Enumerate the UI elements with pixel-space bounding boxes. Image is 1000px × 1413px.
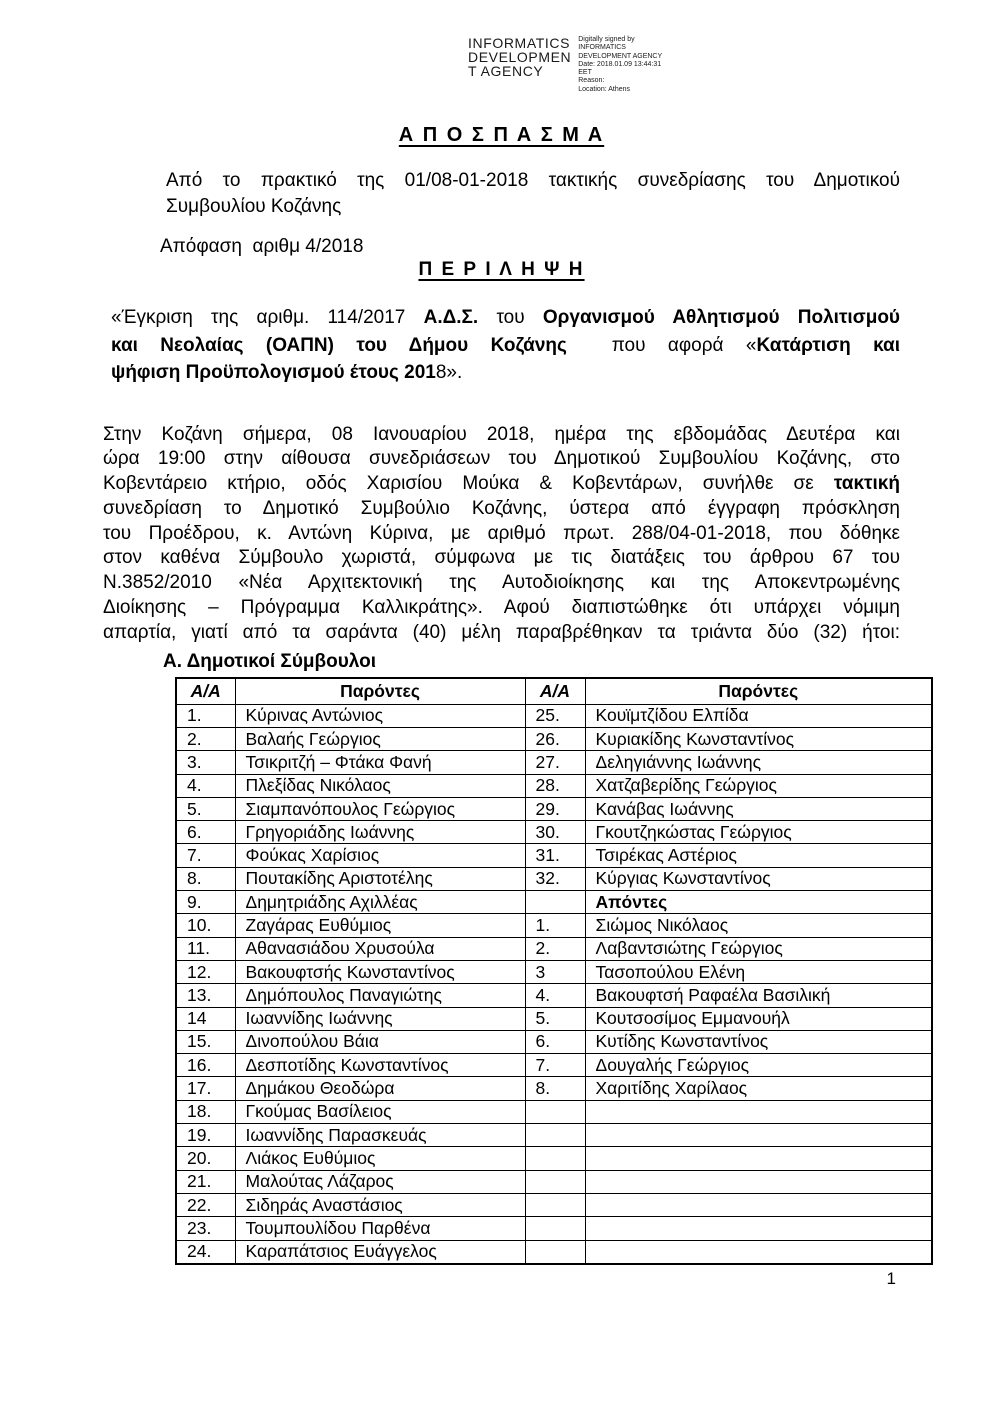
member-name-cell: Τσιρέκας Αστέριος (585, 844, 932, 867)
text-line: EET (578, 69, 592, 77)
member-name-cell: Ζαγάρας Ευθύμιος (235, 914, 525, 937)
section-heading: Α. Δημοτικοί Σύμβουλοι (163, 650, 376, 672)
member-name-cell: Δημάκου Θεοδώρα (235, 1077, 525, 1100)
text-line: DEVELOPMENT AGENCY (578, 52, 663, 60)
text-segment: 8». (435, 362, 463, 383)
member-number-cell: 13. (176, 984, 235, 1007)
member-name-cell: Βακουφτσή Ραφαέλα Βασιλική (585, 984, 932, 1007)
member-number-cell: 29. (525, 797, 585, 820)
text-segment: συνεδρίαση το Δημοτικό Συμβούλιο Κοζάνης, ύστερα από έγγραφη πρόσκληση (103, 497, 900, 519)
text-segment: Συμβουλίου Κοζάνης (166, 196, 342, 217)
table-header-cell: Α/Α (176, 678, 235, 705)
member-name-cell: Δεσποτίδης Κωνσταντίνος (235, 1054, 525, 1077)
member-name-cell: Κύρινας Αντώνιος (235, 704, 525, 727)
member-name-cell: Λιάκος Ευθύμιος (235, 1147, 525, 1170)
member-name-cell: Σιδηράς Αναστάσιος (235, 1193, 525, 1216)
text-line (103, 621, 900, 646)
table-row (176, 1170, 932, 1193)
member-number-cell: 2. (176, 727, 235, 750)
member-number-cell: 9. (176, 891, 235, 914)
member-name-cell: Δεληγιάννης Ιωάννης (585, 751, 932, 774)
member-number-cell: 28. (525, 774, 585, 797)
text-line (103, 596, 900, 621)
member-name-cell (585, 1193, 932, 1216)
text-line: INFORMATICS (578, 44, 626, 52)
member-name-cell: Γκούμας Βασίλειος (235, 1100, 525, 1123)
member-name-cell: Πλεξίδας Νικόλαος (235, 774, 525, 797)
table-row (176, 1124, 932, 1147)
member-name-cell: Ιωαννίδης Ιωάννης (235, 1007, 525, 1030)
signature-agency-name (468, 36, 571, 94)
member-number-cell: 8. (176, 867, 235, 890)
member-number-cell: 30. (525, 821, 585, 844)
member-number-cell: 25. (525, 704, 585, 727)
member-number-cell: 12. (176, 960, 235, 983)
member-number-cell: 4. (525, 984, 585, 1007)
table-row (176, 1054, 932, 1077)
member-name-cell (585, 1147, 932, 1170)
member-name-cell: Κουϊμτζίδου Ελπίδα (585, 704, 932, 727)
text-segment: Κατάρτιση και (756, 334, 900, 356)
member-name-cell: Κυτίδης Κωνσταντίνος (585, 1030, 932, 1053)
table-row (176, 1217, 932, 1240)
document-title: Α Π Ο Σ Π Α Σ Μ Α (398, 124, 605, 146)
table-header-cell: Παρόντες (585, 678, 932, 705)
summary-heading: Π Ε Ρ Ι Λ Η Ψ Η (418, 259, 585, 280)
table-row (176, 1007, 932, 1030)
member-number-cell: 3 (525, 960, 585, 983)
text-segment: Κοβεντάρειο κτήριο, οδός Χαρισίου Μούκα & Κοβεντάρων, συνήλθε σε (103, 473, 834, 495)
table-row (176, 821, 932, 844)
member-number-cell: 5. (525, 1007, 585, 1030)
member-number-cell: 24. (176, 1240, 235, 1264)
text-line: Location: Athens (578, 85, 631, 93)
text-segment: του (478, 307, 543, 328)
member-name-cell: Κύργιας Κωνσταντίνος (585, 867, 932, 890)
member-number-cell (525, 1193, 585, 1216)
member-name-cell: Βακουφτσής Κωνσταντίνος (235, 960, 525, 983)
text-segment: στον καθένα Σύμβουλο χωριστά, σύμφωνα με τις διατάξεις του άρθρου 67 του (103, 547, 900, 569)
member-name-cell (585, 1170, 932, 1193)
member-name-cell: Φούκας Χαρίσιος (235, 844, 525, 867)
member-number-cell: 1. (525, 914, 585, 937)
member-number-cell (525, 1124, 585, 1147)
text-line (111, 359, 900, 387)
text-segment: του Προέδρου, κ. Αντώνη Κύρινα, με αριθμό πρωτ. 288/04-01-2018, που δόθηκε (103, 522, 900, 544)
member-name-cell: Σιαμπανόπουλος Γεώργιος (235, 797, 525, 820)
member-number-cell: 6. (176, 821, 235, 844)
table-row (176, 1030, 932, 1053)
text-segment: «Έγκριση της αριθμ. 114/2017 (111, 307, 424, 328)
text-line (103, 472, 900, 497)
text-line (111, 304, 900, 332)
table-body (176, 704, 932, 1264)
member-number-cell: 17. (176, 1077, 235, 1100)
member-name-cell: Κανάβας Ιωάννης (585, 797, 932, 820)
member-name-cell: Τασοπούλου Ελένη (585, 960, 932, 983)
member-number-cell: 1. (176, 704, 235, 727)
table-row (176, 960, 932, 983)
table-row (176, 1147, 932, 1170)
council-members-table (175, 677, 933, 1265)
text-segment: απαρτία, γιατί από τα σαράντα (40) μέλη παραβρέθηκαν τα τριάντα δύο (32) ήτοι: (103, 621, 900, 643)
text-line (103, 546, 900, 571)
table-row (176, 937, 932, 960)
table-header-cell: Παρόντες (235, 678, 525, 705)
text-line (111, 332, 900, 360)
member-name-cell: Κυριακίδης Κωνσταντίνος (585, 727, 932, 750)
text-segment: Στην Κοζάνη σήμερα, 08 Ιανουαρίου 2018, ημέρα της εβδομάδας Δευτέρα και (103, 423, 900, 445)
member-name-cell: Βαλαής Γεώργιος (235, 727, 525, 750)
text-segment: τακτική (833, 473, 900, 495)
member-number-cell: 7. (525, 1054, 585, 1077)
text-line (166, 168, 900, 194)
table-row (176, 727, 932, 750)
member-name-cell: Μαλούτας Λάζαρος (235, 1170, 525, 1193)
member-number-cell (525, 1147, 585, 1170)
table-row (176, 1100, 932, 1123)
digital-signature-stamp (468, 36, 662, 94)
member-number-cell (525, 1240, 585, 1264)
text-line: INFORMATICS (468, 35, 571, 51)
member-number-cell (525, 891, 585, 914)
table-row (176, 867, 932, 890)
member-name-cell: Πουτακίδης Αριστοτέλης (235, 867, 525, 890)
text-line (103, 497, 900, 522)
text-line: Reason: (578, 77, 605, 85)
text-segment: ψήφιση Προϋπολογισμού έτους 201 (111, 362, 436, 383)
signature-details (578, 36, 662, 94)
table-header-cell: Α/Α (525, 678, 585, 705)
member-number-cell (525, 1217, 585, 1240)
member-name-cell: Δημητριάδης Αχιλλέας (235, 891, 525, 914)
table-row (176, 704, 932, 727)
member-number-cell: 2. (525, 937, 585, 960)
member-number-cell (525, 1170, 585, 1193)
member-number-cell: 26. (525, 727, 585, 750)
member-name-cell: Γκουτζηκώστας Γεώργιος (585, 821, 932, 844)
member-name-cell: Δουγαλής Γεώργιος (585, 1054, 932, 1077)
table-header-row (176, 678, 932, 705)
table-row (176, 1193, 932, 1216)
member-name-cell: Δινοπούλου Βάια (235, 1030, 525, 1053)
table-head (176, 678, 932, 705)
member-number-cell: 5. (176, 797, 235, 820)
member-number-cell: 18. (176, 1100, 235, 1123)
table-row (176, 914, 932, 937)
member-name-cell (585, 1240, 932, 1264)
member-name-cell: Καραπάτσιος Ευάγγελος (235, 1240, 525, 1264)
text-segment: Διοίκησης – Πρόγραμμα Καλλικράτης». Αφού διαπιστώθηκε ότι υπάρχει νόμιμη (103, 597, 900, 619)
member-name-cell: Τσικριτζή – Φτάκα Φανή (235, 751, 525, 774)
text-segment: Α.Δ.Σ. (423, 307, 479, 328)
text-line (103, 571, 900, 596)
member-name-cell: Ιωαννίδης Παρασκευάς (235, 1124, 525, 1147)
member-number-cell: 7. (176, 844, 235, 867)
member-name-cell: Απόντες (585, 891, 932, 914)
text-line (166, 194, 900, 220)
text-line: T AGENCY (468, 63, 544, 79)
text-line: Date: 2018.01.09 13:44:31 (578, 60, 662, 68)
member-number-cell: 19. (176, 1124, 235, 1147)
table-row (176, 1077, 932, 1100)
text-line (103, 522, 900, 547)
summary-paragraph (111, 304, 900, 387)
text-segment: που αφορά « (566, 334, 757, 356)
member-number-cell: 14 (176, 1007, 235, 1030)
table-row (176, 844, 932, 867)
member-number-cell: 23. (176, 1217, 235, 1240)
text-segment: και Νεολαίας (ΟΑΠΝ) του Δήμου Κοζάνης (111, 334, 567, 356)
member-name-cell: Δημόπουλος Παναγιώτης (235, 984, 525, 1007)
table-row (176, 1240, 932, 1264)
text-segment: Ν.3852/2010 «Νέα Αρχιτεκτονική της Αυτοδιοίκησης και της Αποκεντρωμένης (103, 572, 900, 594)
text-line (103, 447, 900, 472)
member-number-cell (525, 1100, 585, 1123)
member-number-cell: 10. (176, 914, 235, 937)
member-name-cell: Τουμπουλίδου Παρθένα (235, 1217, 525, 1240)
member-number-cell: 6. (525, 1030, 585, 1053)
table-row (176, 774, 932, 797)
table-row (176, 984, 932, 1007)
member-number-cell: 32. (525, 867, 585, 890)
member-name-cell (585, 1100, 932, 1123)
text-segment: Από το πρακτικό της 01/08-01-2018 τακτικής συνεδρίασης του Δημοτικού (166, 170, 900, 191)
text-line: Digitally signed by (578, 36, 635, 43)
member-number-cell: 21. (176, 1170, 235, 1193)
member-number-cell: 31. (525, 844, 585, 867)
text-segment: ώρα 19:00 στην αίθουσα συνεδριάσεων του Δημοτικού Συμβουλίου Κοζάνης, στο (103, 448, 900, 470)
member-number-cell: 8. (525, 1077, 585, 1100)
member-name-cell: Αθανασιάδου Χρυσούλα (235, 937, 525, 960)
member-number-cell: 20. (176, 1147, 235, 1170)
member-number-cell: 22. (176, 1193, 235, 1216)
intro-paragraph (166, 168, 900, 220)
member-name-cell: Κουτσοσίμος Εμμανουήλ (585, 1007, 932, 1030)
session-paragraph (103, 423, 900, 646)
text-segment: Οργανισμού Αθλητισμού Πολιτισμού (542, 307, 900, 328)
decision-number: Απόφαση αριθμ 4/2018 (160, 236, 364, 257)
member-number-cell: 4. (176, 774, 235, 797)
member-number-cell: 3. (176, 751, 235, 774)
page-number: 1 (886, 1268, 896, 1288)
member-name-cell: Χαριτίδης Χαρίλαος (585, 1077, 932, 1100)
member-number-cell: 15. (176, 1030, 235, 1053)
table-row (176, 797, 932, 820)
member-number-cell: 11. (176, 937, 235, 960)
member-number-cell: 16. (176, 1054, 235, 1077)
member-name-cell (585, 1217, 932, 1240)
member-name-cell (585, 1124, 932, 1147)
table-row (176, 891, 932, 914)
text-line (103, 423, 900, 448)
text-line: DEVELOPMEN (468, 49, 572, 65)
member-name-cell: Γρηγοριάδης Ιωάννης (235, 821, 525, 844)
member-name-cell: Σιώμος Νικόλαος (585, 914, 932, 937)
table-row (176, 751, 932, 774)
member-name-cell: Λαβαντσιώτης Γεώργιος (585, 937, 932, 960)
member-name-cell: Χατζαβερίδης Γεώργιος (585, 774, 932, 797)
member-number-cell: 27. (525, 751, 585, 774)
